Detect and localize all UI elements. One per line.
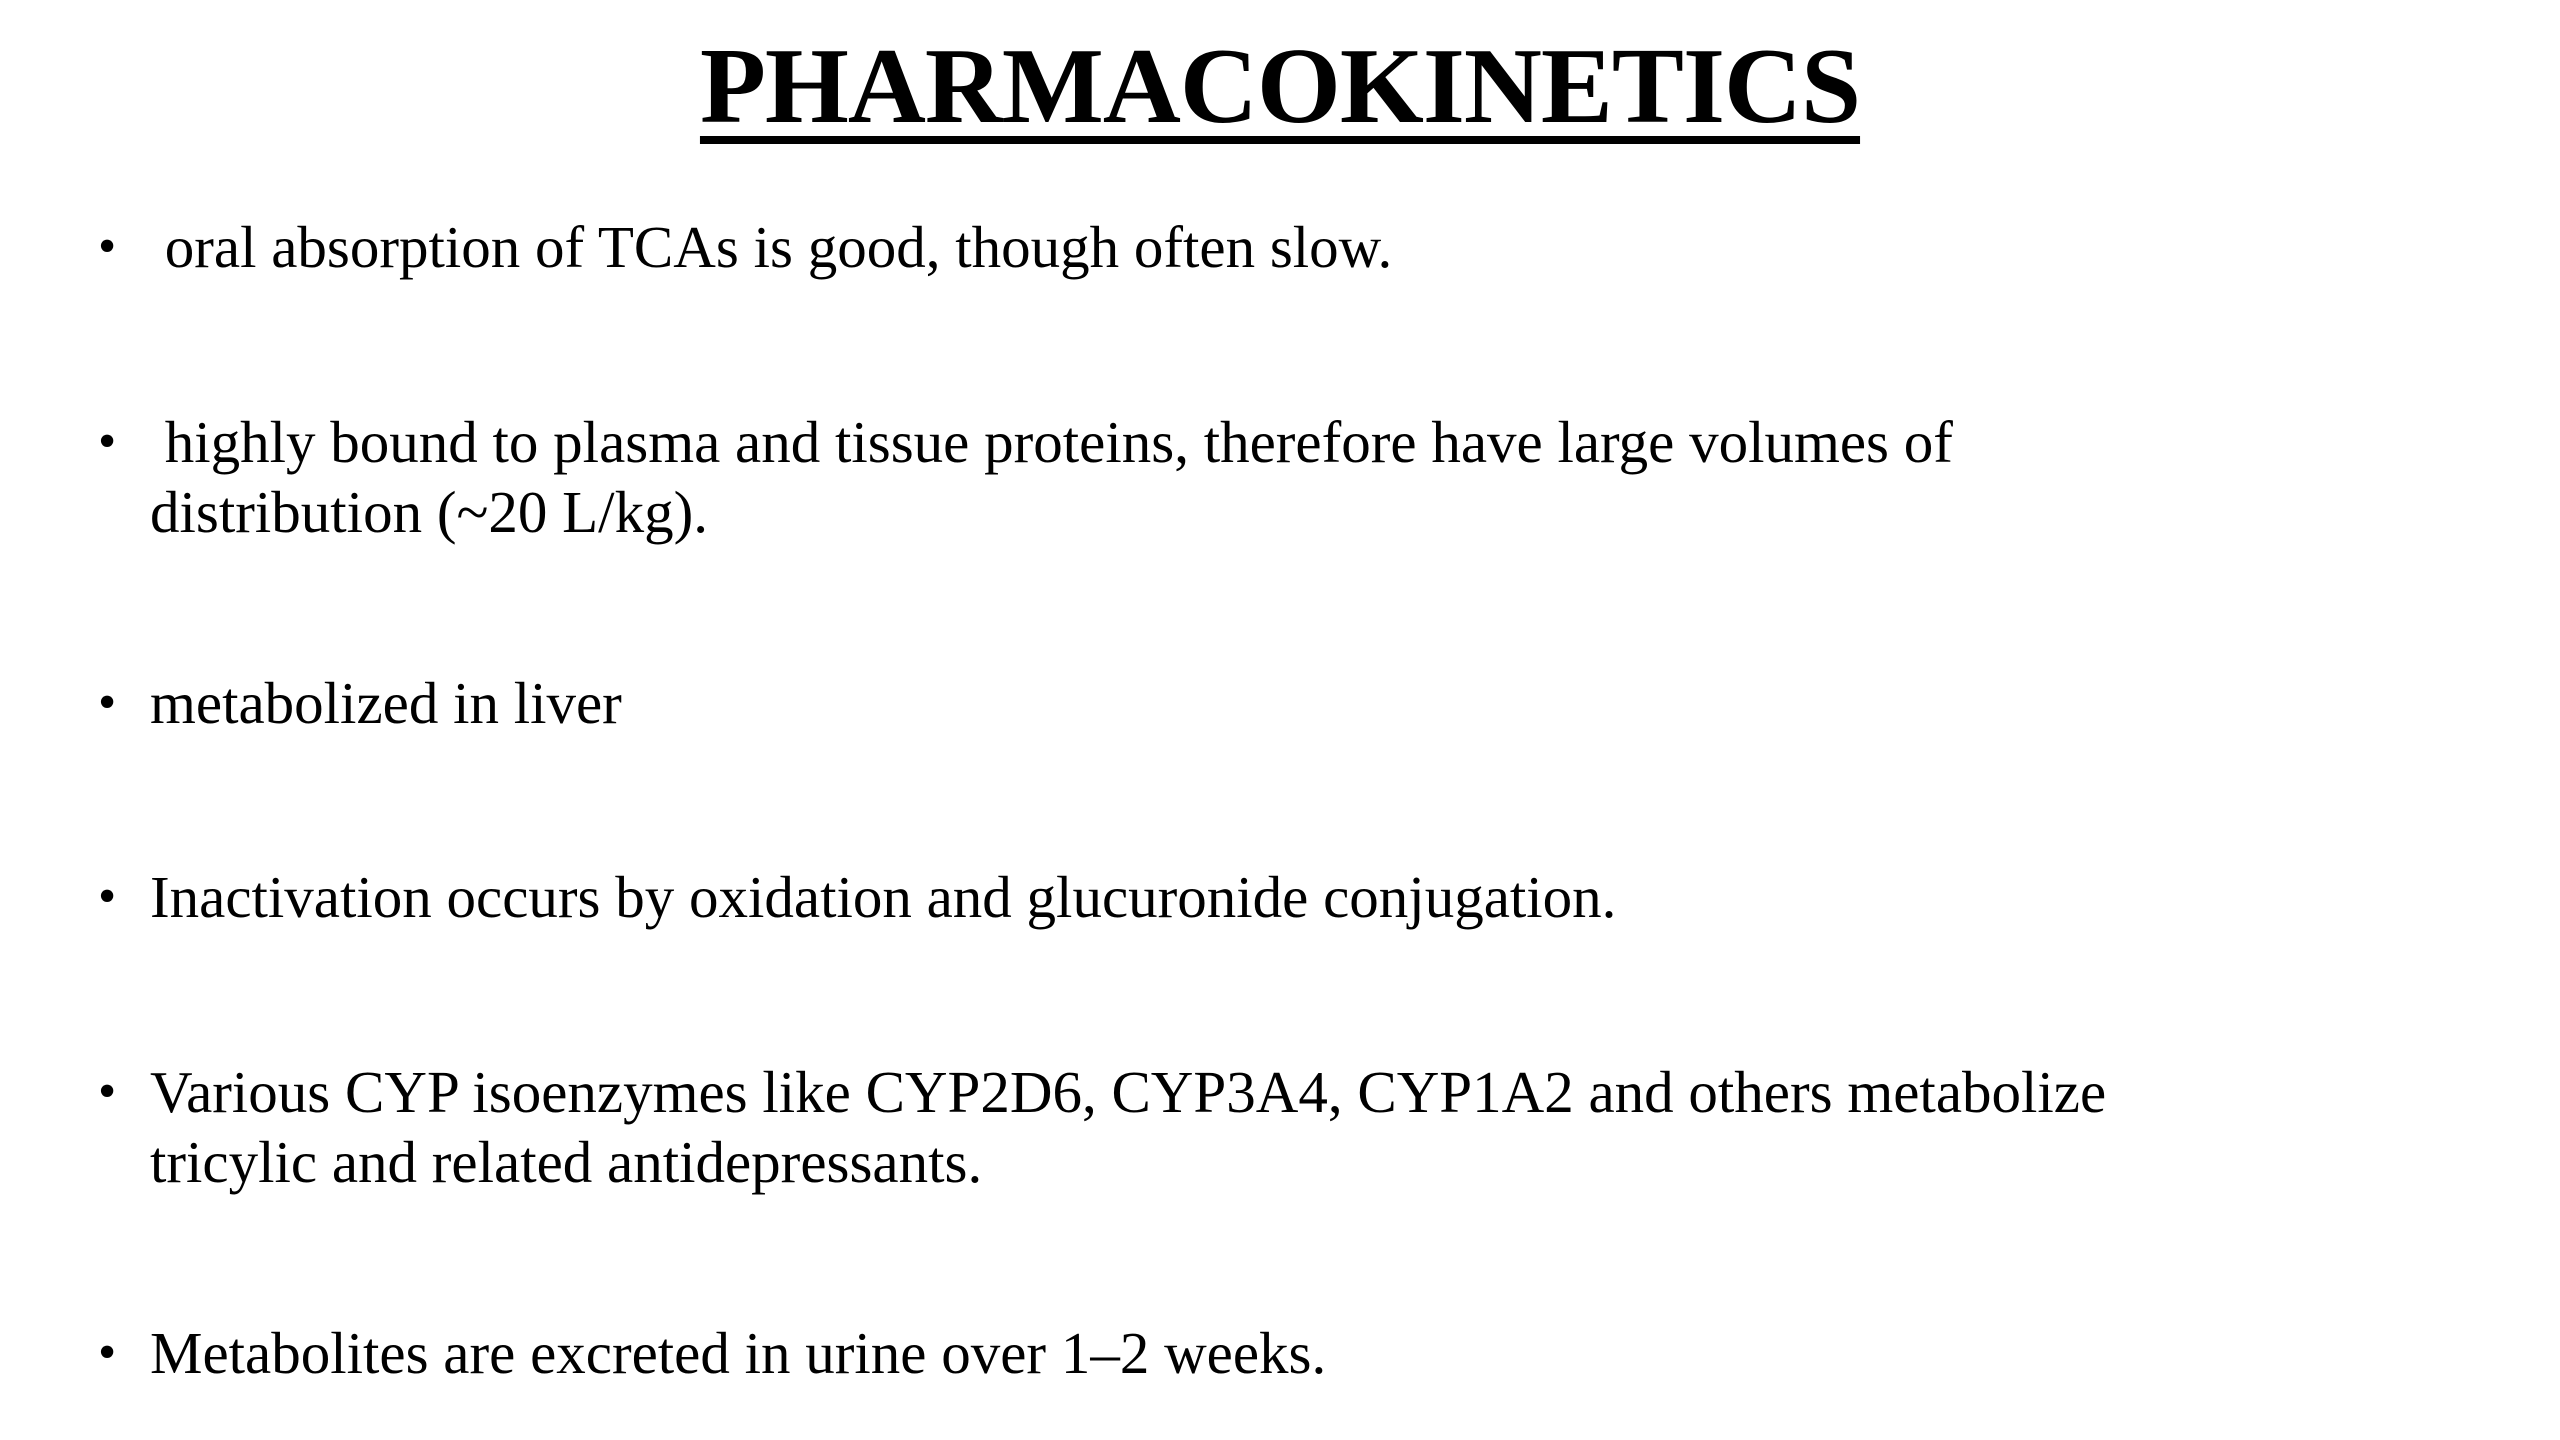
bullet-item-excretion <box>98 1318 2458 1388</box>
bullet-text: Inactivation occurs by oxidation and glucuronide conjugation. <box>150 864 1617 930</box>
bullet-item-liver-metabolism <box>98 668 2458 738</box>
bullet-item-inactivation <box>98 862 2458 932</box>
bullet-item-cyp-isoenzymes <box>98 1057 2458 1197</box>
bullet-icon: • <box>98 674 117 731</box>
bullet-text: metabolized in liver <box>150 670 622 736</box>
bullet-icon: • <box>98 868 117 925</box>
bullet-item-protein-binding <box>98 407 2458 547</box>
bullet-item-oral-absorption <box>98 212 2458 282</box>
bullet-icon: • <box>98 1324 117 1381</box>
bullet-text: highly bound to plasma and tissue proteins, therefore have large volumes of distribution (~20 L/kg). <box>150 409 1953 545</box>
bullet-icon: • <box>98 1063 117 1120</box>
bullet-icon: • <box>98 413 117 470</box>
bullet-icon: • <box>98 218 117 275</box>
slide-title-text: PHARMACOKINETICS <box>699 27 1861 146</box>
bullet-text: oral absorption of TCAs is good, though often slow. <box>150 214 1393 280</box>
bullet-text: Metabolites are excreted in urine over 1–2 weeks. <box>150 1320 1327 1386</box>
slide-title <box>0 22 2560 152</box>
bullet-text: Various CYP isoenzymes like CYP2D6, CYP3A4, CYP1A2 and others metabolize tricylic and related antidepressants. <box>150 1059 2107 1195</box>
